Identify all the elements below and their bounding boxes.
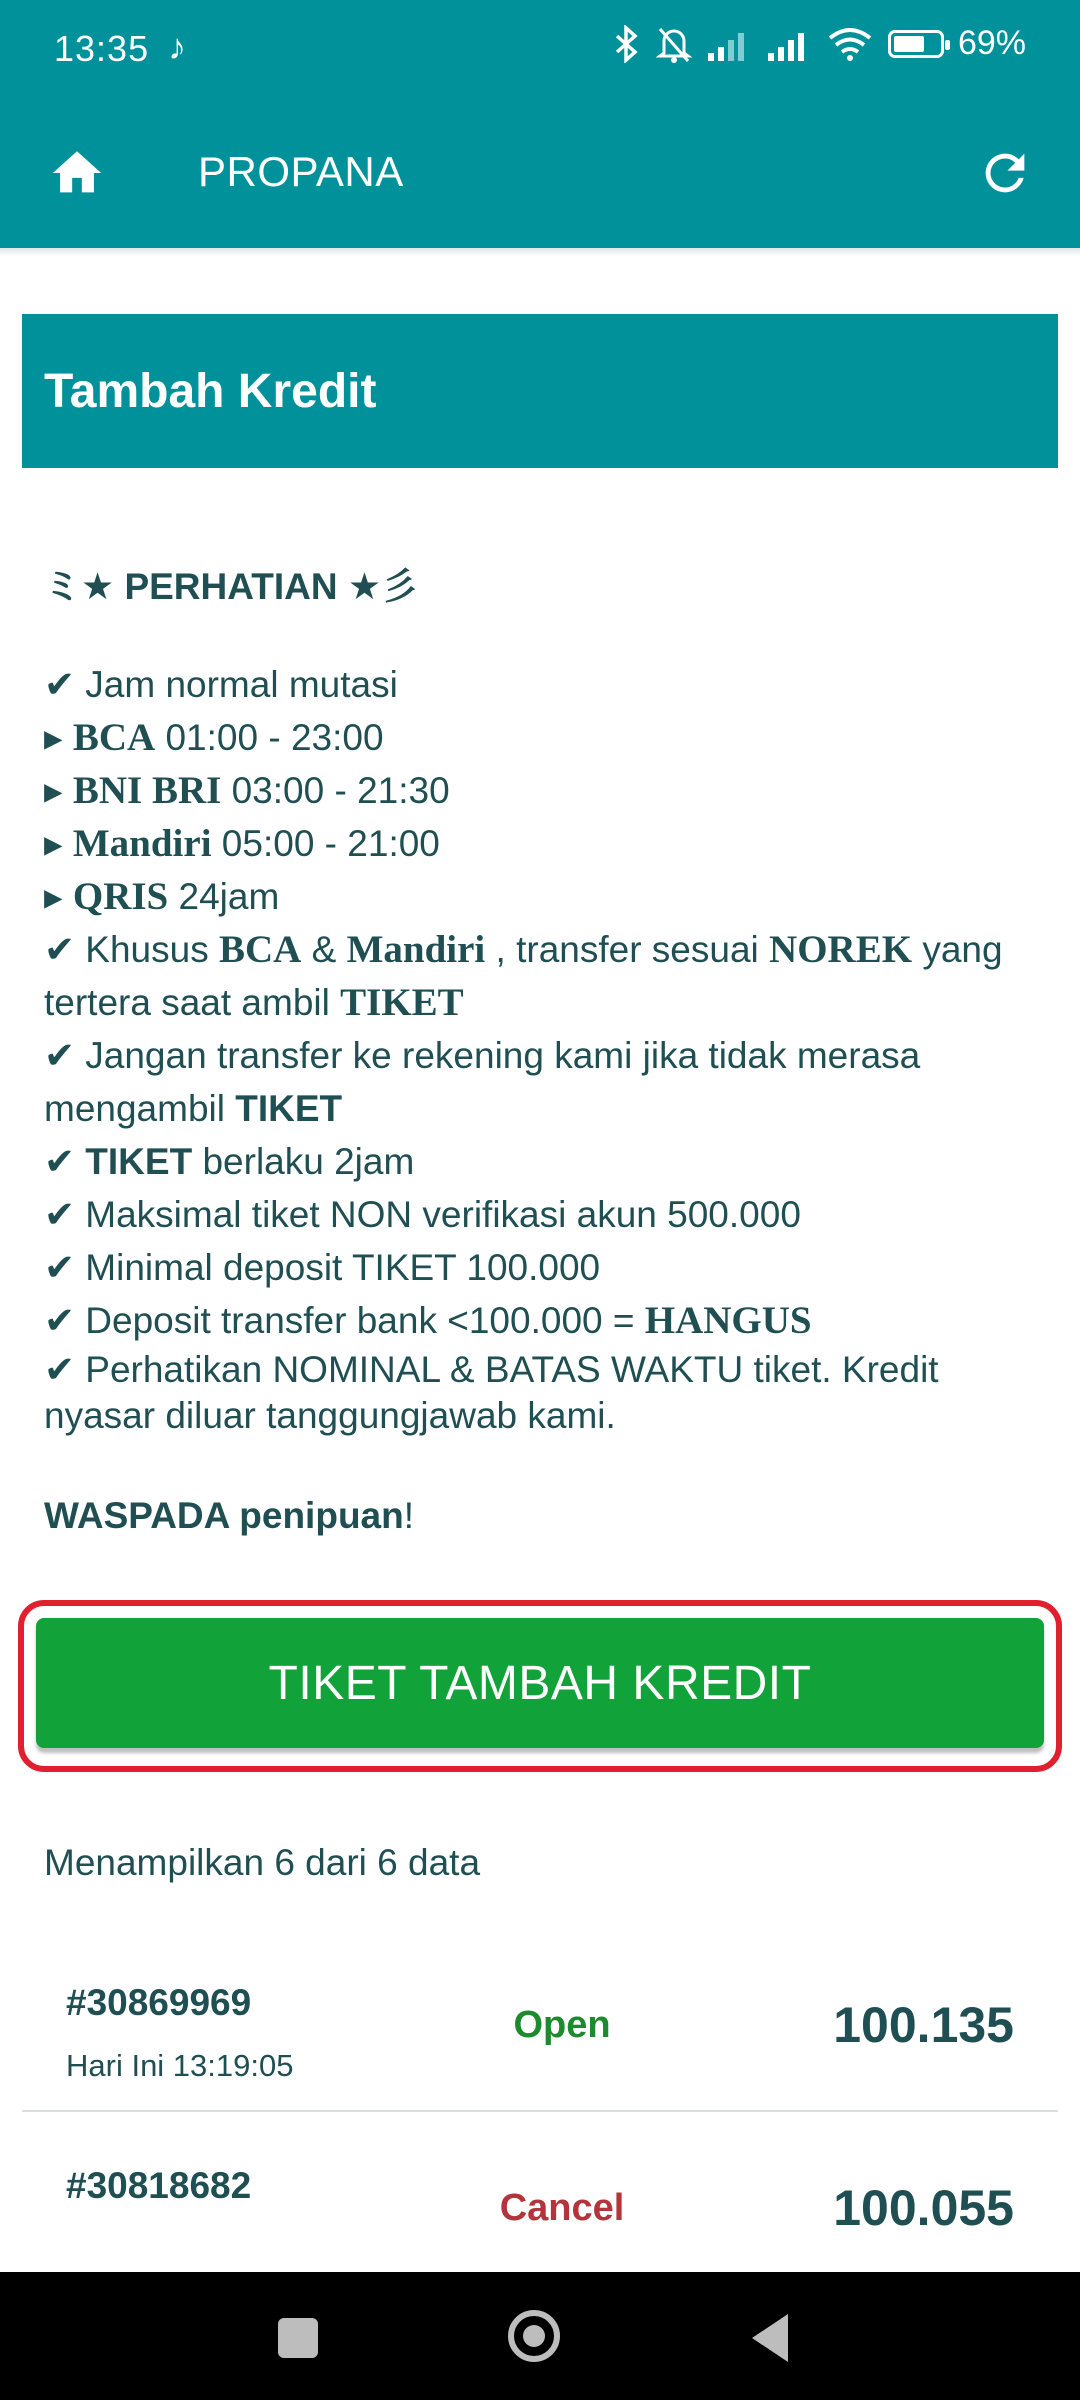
ticket-date: Hari Ini 13:19:05 (66, 2048, 294, 2083)
notice-line-qris: ▸ QRIS 24jam (44, 875, 280, 918)
notice-line-berlaku (44, 1135, 1044, 1188)
table-row[interactable] (22, 2113, 1058, 2293)
bank-qris: QRIS (72, 875, 169, 918)
app-bar-shadow (0, 248, 1080, 256)
hours-bni-bri: 03:00 - 21:30 (221, 770, 450, 811)
section-title: Tambah Kredit (44, 365, 377, 418)
deposit-hangus: HANGUS (644, 1299, 812, 1342)
battery-icon (888, 30, 944, 58)
notice-line-minimal: ✔ Minimal deposit TIKET 100.000 (44, 1247, 601, 1288)
notice-heading-right: 彡 (381, 566, 418, 607)
notice-line-jangan (44, 1029, 1044, 1135)
table-row[interactable] (22, 1930, 1058, 2112)
berlaku-tiket: TIKET (85, 1141, 193, 1182)
hours-qris: 24jam (168, 876, 280, 917)
status-icons (612, 24, 1026, 63)
ticket-status: Open (513, 2004, 611, 2046)
battery-fill (894, 36, 924, 52)
notice-line-bni: ▸ BNI BRI 03:00 - 21:30 (44, 769, 450, 812)
hours-bca: 01:00 - 23:00 (155, 717, 384, 758)
ticket-status: Cancel (499, 2187, 625, 2229)
tiktok-icon: ♪ (168, 26, 186, 67)
refresh-icon[interactable] (976, 144, 1034, 202)
khusus-mid: , transfer sesuai (485, 929, 770, 970)
ticket-tambah-kredit-button[interactable]: TIKET TAMBAH KREDIT (36, 1618, 1044, 1748)
berlaku-post: berlaku 2jam (192, 1141, 415, 1182)
notice-line-deposit (44, 1294, 1044, 1347)
notice-heading (44, 560, 1044, 613)
app-bar (0, 100, 1080, 248)
khusus-norek: NOREK (769, 928, 913, 971)
hours-mandiri: 05:00 - 21:00 (211, 823, 440, 864)
bank-bca: BCA (72, 716, 156, 759)
bluetooth-icon (612, 25, 642, 63)
bank-bni-bri: BNI BRI (72, 769, 222, 812)
jangan-pre: ✔ Jangan transfer ke rekening kami jika tidak merasa mengambil (44, 1035, 921, 1129)
recents-icon[interactable] (278, 2318, 318, 2358)
status-time: 13:35 (54, 28, 150, 69)
khusus-bca: BCA (218, 928, 302, 971)
notice-line-hours: ✔ Jam normal mutasi (44, 664, 398, 705)
home-icon[interactable] (48, 144, 106, 202)
section-header (22, 314, 1058, 468)
ticket-amount: 100.055 (833, 2180, 1014, 2236)
notice-line-khusus (44, 923, 1044, 1029)
khusus-amp: & (301, 929, 347, 970)
wifi-icon (826, 26, 874, 62)
khusus-pre: ✔ Khusus (44, 929, 219, 970)
notice-heading-left: ミ★ PERHATIAN ★ (44, 566, 381, 607)
deposit-pre: ✔ Deposit transfer bank <100.000 = (44, 1300, 645, 1341)
home-nav-icon[interactable] (508, 2310, 560, 2362)
ticket-button-highlight (18, 1600, 1062, 1772)
khusus-post: yang tertera saat ambil (44, 929, 1003, 1023)
bank-mandiri: Mandiri (72, 822, 212, 865)
ticket-id: #30818682 (66, 2165, 252, 2206)
warning-bold: WASPADA penipuan (44, 1495, 404, 1536)
ticket-amount: 100.135 (833, 1997, 1014, 2053)
app-title: PROPANA (198, 148, 404, 195)
notice-warning (44, 1489, 1044, 1542)
status-bar (0, 0, 1080, 100)
khusus-mandiri: Mandiri (346, 928, 486, 971)
jangan-tiket: TIKET (235, 1088, 343, 1129)
system-nav-bar (0, 2272, 1080, 2400)
mute-icon (656, 25, 692, 63)
list-summary: Menampilkan 6 dari 6 data (44, 1842, 481, 1883)
back-icon[interactable] (752, 2314, 788, 2362)
notice-line-perhatikan: ✔ Perhatikan NOMINAL & BATAS WAKTU tiket. Kredit nyasar diluar tanggungjawab kami. (44, 1349, 939, 1436)
signal-icon (706, 27, 752, 61)
battery-percent: 69% (957, 24, 1026, 62)
notice-line-bca: ▸ BCA 01:00 - 23:00 (44, 716, 384, 759)
ticket-id: #30869969 (66, 1982, 252, 2023)
warning-tail: ! (403, 1495, 415, 1536)
notice-block (44, 560, 1044, 1542)
khusus-tiket: TIKET (340, 981, 464, 1024)
notice-line-mandiri: ▸ Mandiri 05:00 - 21:00 (44, 822, 440, 865)
signal-icon (766, 27, 812, 61)
berlaku-pre: ✔ (44, 1141, 86, 1182)
notice-line-maksimal: ✔ Maksimal tiket NON verifikasi akun 500.000 (44, 1194, 801, 1235)
